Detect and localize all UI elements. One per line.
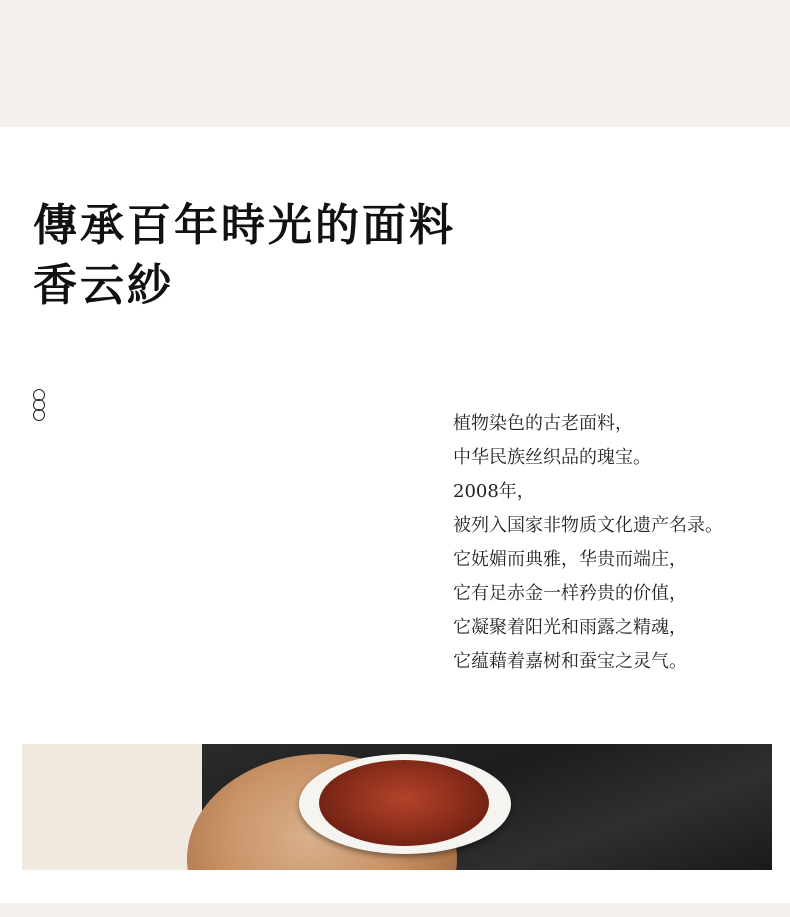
body-line: 中华民族丝织品的瑰宝。 [453,447,651,468]
body-line: 它凝聚着阳光和雨露之精魂， [453,617,687,638]
dye-tuber-pile [319,760,489,846]
headline-line-2: 香云紗 [33,260,174,311]
body-line: 它蕴藉着嘉树和蚕宝之灵气。 [453,651,687,672]
circle-icon [33,409,45,421]
bottom-band [0,903,790,917]
body-line: 被列入国家非物质文化遗产名录。 [453,515,723,536]
body-text [453,407,723,679]
top-band [0,0,790,127]
body-line: 植物染色的古老面料， [453,413,633,434]
body-line: 它妩媚而典雅，华贵而端庄， [453,549,687,570]
headline [33,196,456,316]
body-line: 它有足赤金一样矜贵的价值， [453,583,687,604]
three-circles-icon [32,389,48,421]
product-photo [22,744,772,870]
headline-line-1: 傳承百年時光的面料 [33,200,456,251]
body-line: 2008年， [453,481,535,502]
